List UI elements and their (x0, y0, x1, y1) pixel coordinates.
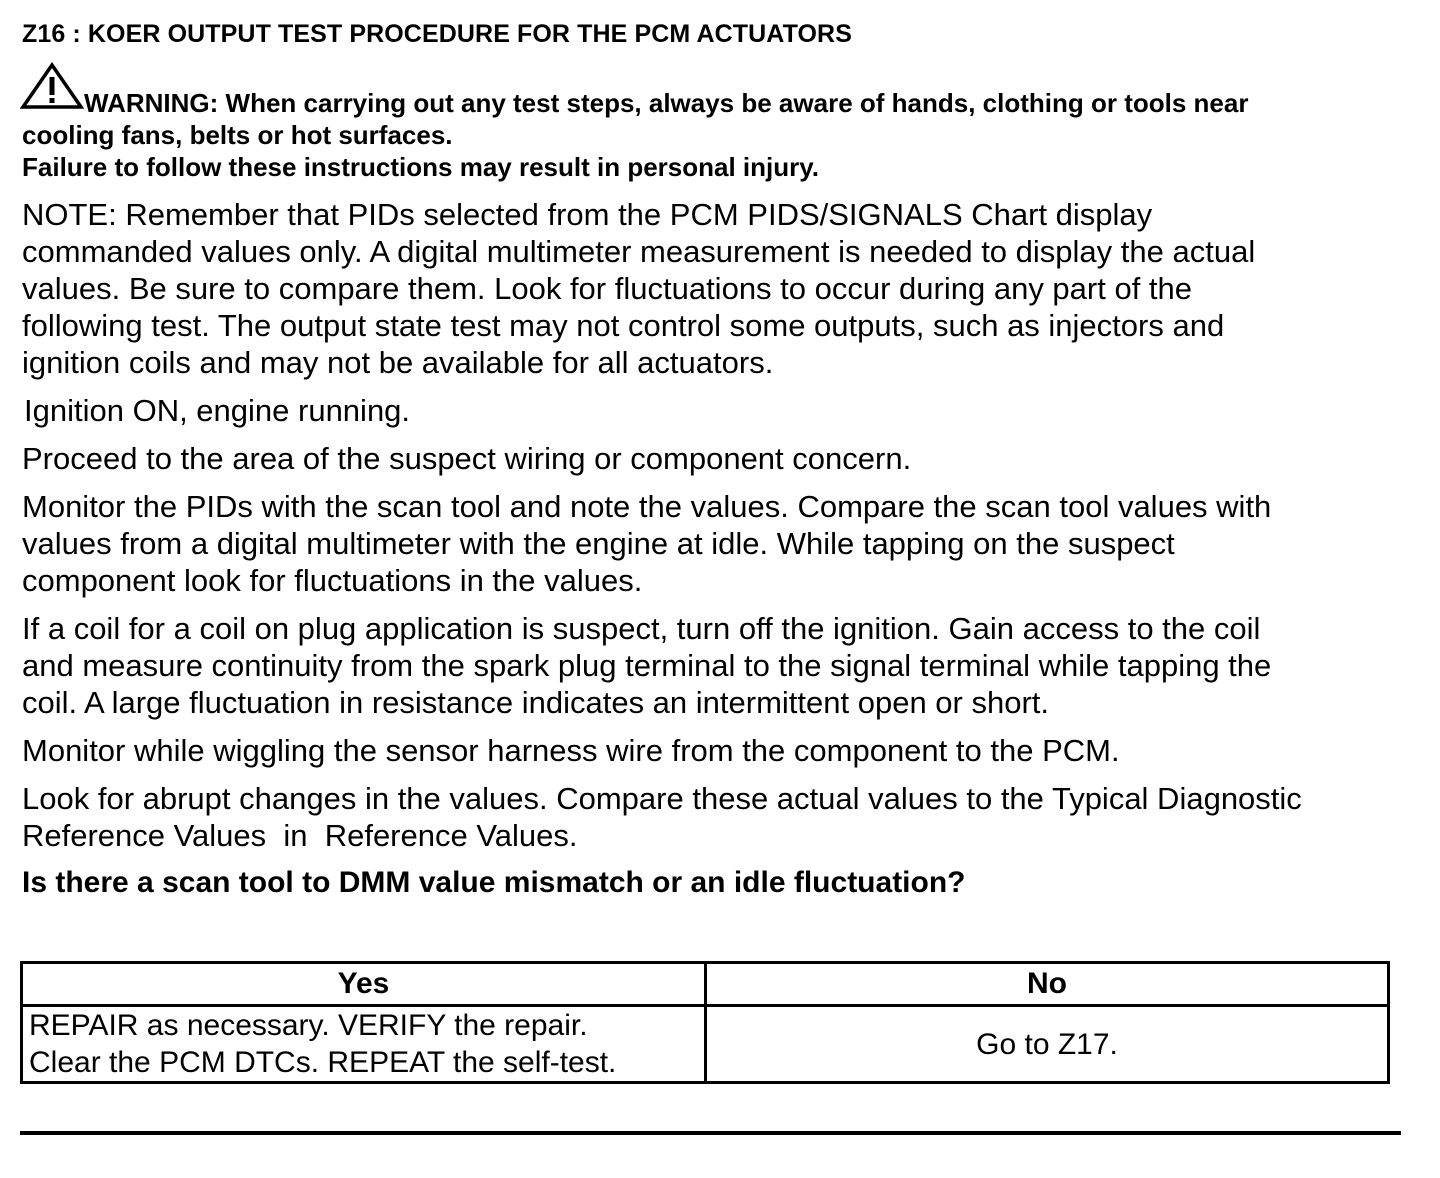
step-wiggle-harness: Monitor while wiggling the sensor harness wire from the component to the PCM. (22, 733, 1120, 768)
step-coil-check (22, 610, 1412, 721)
table-header-row (22, 963, 1389, 1006)
step-line: component look for fluctuations in the values. (22, 563, 643, 598)
header-no: No (706, 963, 1389, 1006)
decision-question: Is there a scan tool to DMM value mismatch or an idle fluctuation? (22, 866, 966, 899)
note-line: following test. The output state test may not control some outputs, such as injectors and (22, 308, 1225, 343)
warning-triangle-icon (20, 62, 84, 110)
cell-no-action: Go to Z17. (706, 1006, 1389, 1083)
step-line: Monitor the PIDs with the scan tool and note the values. Compare the scan tool values with (22, 489, 1272, 524)
cell-yes-action (22, 1006, 706, 1083)
table-row (22, 1006, 1389, 1083)
note-line: commanded values only. A digital multimeter measurement is needed to display the actual (22, 234, 1256, 269)
step-line: Look for abrupt changes in the values. Compare these actual values to the Typical Diagnostic (22, 781, 1302, 816)
decision-table (20, 961, 1390, 1084)
step-look-changes (22, 780, 1412, 854)
step-line: Reference Values in Reference Values. (22, 818, 578, 853)
step-ignition: Ignition ON, engine running. (24, 393, 411, 428)
warning-text-line-1: WARNING: When carrying out any test steps, always be aware of hands, clothing or tools near (84, 88, 1249, 118)
step-line: values from a digital multimeter with the engine at idle. While tapping on the suspect (22, 526, 1175, 561)
note-paragraph (22, 196, 1412, 381)
warning-text-line-3: Failure to follow these instructions may result in personal injury. (22, 152, 819, 182)
step-line: and measure continuity from the spark plug terminal to the signal terminal while tapping the (22, 648, 1272, 683)
page-title: Z16 : KOER OUTPUT TEST PROCEDURE FOR THE PCM ACTUATORS (22, 20, 852, 48)
step-monitor-pids (22, 488, 1412, 599)
warning-text-line-2: cooling fans, belts or hot surfaces. (22, 120, 453, 150)
yes-line: REPAIR as necessary. VERIFY the repair. (29, 1009, 588, 1042)
step-line: If a coil for a coil on plug application is suspect, turn off the ignition. Gain access to the coil (22, 611, 1261, 646)
note-line: NOTE: Remember that PIDs selected from the PCM PIDS/SIGNALS Chart display (22, 197, 1153, 232)
yes-line: Clear the PCM DTCs. REPEAT the self-test. (29, 1046, 617, 1079)
horizontal-rule (20, 1131, 1401, 1135)
header-yes: Yes (22, 963, 706, 1006)
note-line: ignition coils and may not be available for all actuators. (22, 345, 774, 380)
note-line: values. Be sure to compare them. Look for fluctuations to occur during any part of the (22, 271, 1193, 306)
step-proceed: Proceed to the area of the suspect wiring or component concern. (22, 441, 912, 476)
step-line: coil. A large fluctuation in resistance indicates an intermittent open or short. (22, 685, 1050, 720)
